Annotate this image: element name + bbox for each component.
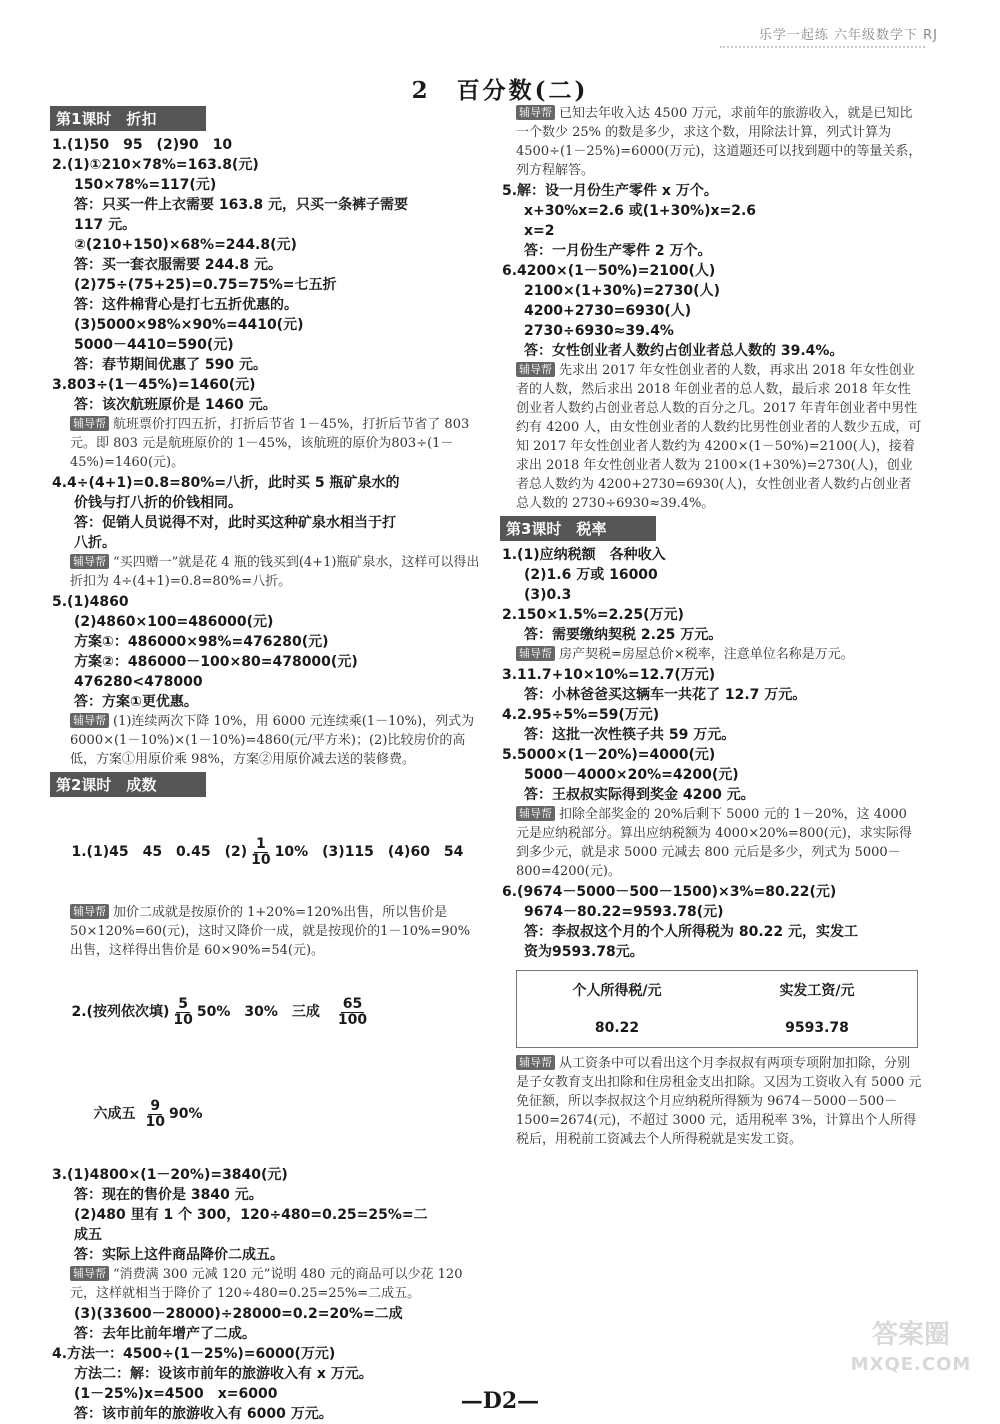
table-cell: 9593.78: [785, 1020, 849, 1036]
answer-line: 方案②：486000－100×80=478000(元): [74, 654, 358, 670]
answer-text: 1.(1)45 45 0.45 (2): [71, 844, 248, 860]
hint-badge-icon: 辅导帮: [70, 416, 109, 431]
answer-line: (2)480 里有 1 个 300，120÷480=0.25=25%=二: [74, 1207, 428, 1223]
tax-table: [516, 970, 918, 1048]
section-heading-lesson-3: 第3课时 税率: [500, 516, 656, 541]
hint-badge-icon: 辅导帮: [70, 713, 109, 728]
hint-text: “消费满 300 元减 120 元”说明 480 元的商品可以少花 120 元，这样就相当于降价了 120÷480=0.25=25%=二成五。: [70, 1267, 463, 1301]
answer-line: 答：该市前年的旅游收入有 6000 万元。: [74, 1406, 333, 1422]
answer-line: (3)(33600－28000)÷28000=0.2=20%=二成: [74, 1306, 403, 1322]
left-column: [52, 104, 482, 1424]
answer-line: ②(210+150)×68%=244.8(元): [74, 237, 297, 253]
answer-line: 2100×(1+30%)=2730(人): [524, 283, 720, 299]
answer-line: 成五: [74, 1227, 102, 1243]
page-number: —D2—: [460, 1388, 540, 1414]
watermark-text: 答案圈: [871, 1320, 950, 1350]
answer-line: (3)0.3: [524, 587, 572, 603]
page-header: 乐学一起练 六年级数学下 RJ: [758, 28, 938, 43]
hint-block: [70, 415, 482, 472]
hint-text: 航班票价打四五折，打折后节省 1－45%，打折后节省了 803 元。即 803 元是航班原价的 1－45%，该航班的原价为803÷(1－45%)=1460(元)。: [70, 417, 470, 470]
answer-line: [52, 961, 482, 1063]
table-header-cell: 实发工资/元: [779, 983, 855, 999]
answer-line: 答：方案①更优惠。: [74, 694, 198, 710]
answer-line: (2)1.6 万或 16000: [524, 567, 658, 583]
answer-line: 2730÷6930≈39.4%: [524, 323, 674, 339]
section-heading-lesson-2: 第2课时 成数: [50, 772, 206, 797]
hint-text: 从工资条中可以看出这个月李叔叔有两项专项附加扣除，分别是子女教育支出扣除和住房租金支出扣除。又因为工资收入有 5000 元免征额，所以李叔叔这个月应纳税所得额为 9674－5000－500－1500=2674(元)，不超过 3000 元，适用税率 3%，计算出个人所得税后，用税前工资减去个人所得税就是实发工资。: [516, 1056, 922, 1147]
answer-line: 八折。: [74, 535, 116, 551]
answer-line: 答：去年比前年增产了二成。: [74, 1326, 256, 1342]
answer-line: 150×78%=117(元): [74, 177, 217, 193]
fraction-numerator: 65: [342, 995, 363, 1012]
page-title: 2 百分数(二): [411, 77, 589, 104]
answer-line: (3)5000×98%×90%=4410(元): [74, 317, 304, 333]
answer-line: 3.(1)4800×(1－20%)=3840(元): [52, 1167, 288, 1183]
answer-line: 4.2.95÷5%=59(万元): [502, 707, 660, 723]
answer-text: 10% (3)115 (4)60 54: [274, 844, 464, 860]
hint-badge-icon: 辅导帮: [70, 904, 109, 919]
hint-block: [516, 104, 922, 180]
answer-line: 3.803÷(1－45%)=1460(元): [52, 377, 256, 393]
answer-line: 6.4200×(1－50%)=2100(人): [502, 263, 716, 279]
answer-line: 答：这件棉背心是打七五折优惠的。: [74, 297, 298, 313]
watermark-logo: [836, 1320, 986, 1380]
answer-line: x=2: [524, 223, 555, 239]
hint-block: [70, 1265, 482, 1303]
fraction-denominator: 100: [337, 1011, 368, 1028]
hint-text: 已知去年收入达 4500 万元，求前年的旅游收入，就是已知比一个数少 25% 的数是多少，求这个数，用除法计算，列式计算为 4500÷(1－25%)=6000(万元)，这道题还可以找到题中的等量关系，列方程解答。: [516, 106, 922, 178]
table-header-row: [517, 971, 917, 1009]
fraction-numerator: 1: [256, 835, 266, 852]
fraction: [251, 837, 270, 868]
hint-badge-icon: 辅导帮: [70, 1266, 109, 1281]
hint-block: [70, 553, 482, 591]
fraction-denominator: 10: [173, 1011, 193, 1028]
hint-block: [70, 712, 482, 769]
answer-line: 2.(1)①210×78%=163.8(元): [52, 157, 259, 173]
answer-line: 6.(9674－5000－500－1500)×3%=80.22(元): [502, 884, 837, 900]
right-column: [502, 104, 922, 1150]
answer-line: 4200+2730=6930(人): [524, 303, 692, 319]
hint-badge-icon: 辅导帮: [516, 646, 555, 661]
hint-block: [516, 805, 922, 881]
fraction-numerator: 5: [178, 995, 188, 1012]
answer-line: (2)75÷(75+25)=0.75=75%=七五折: [74, 277, 337, 293]
answer-line: x+30%x=2.6 或(1+30%)x=2.6: [524, 203, 757, 219]
answer-line: 方法二：解：设该市前年的旅游收入有 x 万元。: [74, 1366, 373, 1382]
hint-badge-icon: 辅导帮: [516, 1055, 555, 1070]
hint-text: 房产契税=房屋总价×税率，注意单位名称是万元。: [559, 647, 854, 662]
answer-line: (1－25%)x=4500 x=6000: [74, 1386, 278, 1402]
answer-line: 答：一月份生产零件 2 万个。: [524, 243, 712, 259]
hint-text: 扣除全部奖金的 20%后剩下 5000 元的 1－20%，这 4000 元是应纳税部分。算出应纳税额为 4000×20%=800(元)，求实际得到多少元，就是求 5000 元减去 800 元后是多少，列式为 5000－800=4200(元)。: [516, 807, 912, 879]
answer-line: 资为9593.78元。: [524, 944, 644, 960]
hint-badge-icon: 辅导帮: [70, 554, 109, 569]
hint-badge-icon: 辅导帮: [516, 362, 555, 377]
answer-text: 90%: [168, 1106, 203, 1122]
fraction: [173, 997, 192, 1028]
fraction: [146, 1099, 165, 1130]
answer-line: 答：小林爸爸买这辆车一共花了 12.7 万元。: [524, 687, 807, 703]
answer-line: 3.11.7+10×10%=12.7(万元): [502, 667, 716, 683]
hint-block: [516, 361, 922, 513]
answer-line: 答：实际上这件商品降价二成五。: [74, 1247, 284, 1263]
answer-line: 5.5000×(1－20%)=4000(元): [502, 747, 716, 763]
answer-line: 答：李叔叔这个月的个人所得税为 80.22 元，实发工: [524, 924, 859, 940]
answer-line: 5000－4410=590(元): [74, 337, 234, 353]
answer-line: 答：这批一次性筷子共 59 万元。: [524, 727, 736, 743]
hint-block: [516, 1054, 922, 1149]
answer-line: [52, 801, 482, 903]
answer-text: 50% 30% 三成: [196, 1004, 320, 1020]
table-header-cell: 个人所得税/元: [572, 983, 662, 999]
table-row: [517, 1009, 917, 1047]
answer-line: 117 元。: [74, 217, 137, 233]
hint-badge-icon: 辅导帮: [516, 806, 555, 821]
hint-text: (1)连续两次下降 10%，用 6000 元连续乘(1－10%)，列式为 6000×(1－10%)×(1－10%)=4860(元/平方米)；(2)比较房价的高低，方案①用原价乘 98%，方案②用原价减去送的装修费。: [70, 714, 475, 767]
table-cell: 80.22: [594, 1020, 640, 1036]
answer-line: 1.(1)应纳税额 各种收入: [502, 547, 666, 563]
hint-block: [516, 645, 922, 664]
answer-line: 答：该次航班原价是 1460 元。: [74, 397, 277, 413]
answer-line: 5.解：设一月份生产零件 x 万个。: [502, 183, 718, 199]
answer-line: 答：现在的售价是 3840 元。: [74, 1187, 263, 1203]
answer-line: 方案①：486000×98%=476280(元): [74, 634, 329, 650]
hint-text: 加价二成就是按原价的 1+20%=120%出售，所以售价是 50×120%=60(元)，这时又降价一成，就是按现价的1－10%=90%出售，这样得出售价是 60×90%=54(元)。: [70, 905, 471, 958]
answer-line: 答：需要缴纳契税 2.25 万元。: [524, 627, 723, 643]
answer-line: 1.(1)50 95 (2)90 10: [52, 137, 233, 153]
answer-line: 9674－80.22=9593.78(元): [524, 904, 724, 920]
section-heading-lesson-1: 第1课时 折扣: [50, 106, 206, 131]
header-divider: [720, 46, 925, 48]
hint-text: “买四赠一”就是花 4 瓶的钱买到(4+1)瓶矿泉水，这样可以得出折扣为 4÷(4+1)=0.8=80%=八折。: [70, 555, 480, 589]
fraction-denominator: 10: [145, 1113, 165, 1130]
fraction-denominator: 10: [251, 851, 271, 868]
answer-line: 答：买一套衣服需要 244.8 元。: [74, 257, 283, 273]
answer-line: 答：春节期间优惠了 590 元。: [74, 357, 267, 373]
fraction: [338, 997, 367, 1028]
answer-line: 4.4÷(4+1)=0.8=80%=八折，此时买 5 瓶矿泉水的: [52, 475, 400, 491]
hint-badge-icon: 辅导帮: [516, 105, 555, 120]
answer-line: 答：只买一件上衣需要 163.8 元，只买一条裤子需要: [74, 197, 409, 213]
answer-line: 价钱与打八折的价钱相同。: [74, 495, 242, 511]
answer-line: 2.150×1.5%=2.25(万元): [502, 607, 684, 623]
answer-line: [52, 1063, 482, 1165]
watermark-url: MXQE.COM: [850, 1354, 972, 1375]
answer-line: 5.(1)4860: [52, 594, 129, 610]
hint-block: [70, 903, 482, 960]
answer-line: 答：女性创业者人数约占创业者总人数的 39.4%。: [524, 343, 844, 359]
answer-line: 476280<478000: [74, 674, 203, 690]
answer-line: 答：促销人员说得不对，此时买这种矿泉水相当于打: [74, 515, 396, 531]
answer-line: 4.方法一：4500÷(1－25%)=6000(万元): [52, 1346, 336, 1362]
fraction-numerator: 9: [150, 1097, 161, 1114]
answer-line: 5000－4000×20%=4200(元): [524, 767, 739, 783]
answer-text: 六成五: [93, 1106, 136, 1122]
answer-text: 2.(按列依次填): [71, 1004, 170, 1020]
answer-line: (2)4860×100=486000(元): [74, 614, 274, 630]
answer-line: 答：王叔叔实际得到奖金 4200 元。: [524, 787, 755, 803]
hint-text: 先求出 2017 年女性创业者的人数，再求出 2018 年女性创业者的人数，然后求出 2018 年创业者的总人数，最后求 2018 年女性创业者人数约占创业者总人数的百分之几。2017 年青年创业者中男性约有 4200 人，由女性创业者的人数约比男性创业者的人数少五成，可知 2017 年女性创业者人数约为 4200×(1－50%)=2100(人)，接着求出 2018 年女性创业者人数为 2100×(1+30%)=2730(人)，创业者总人数约为 4200+2730=6930(人)，女性创业者人数约占创业者总人数的 2730÷6930≈39.4%。: [516, 363, 922, 511]
